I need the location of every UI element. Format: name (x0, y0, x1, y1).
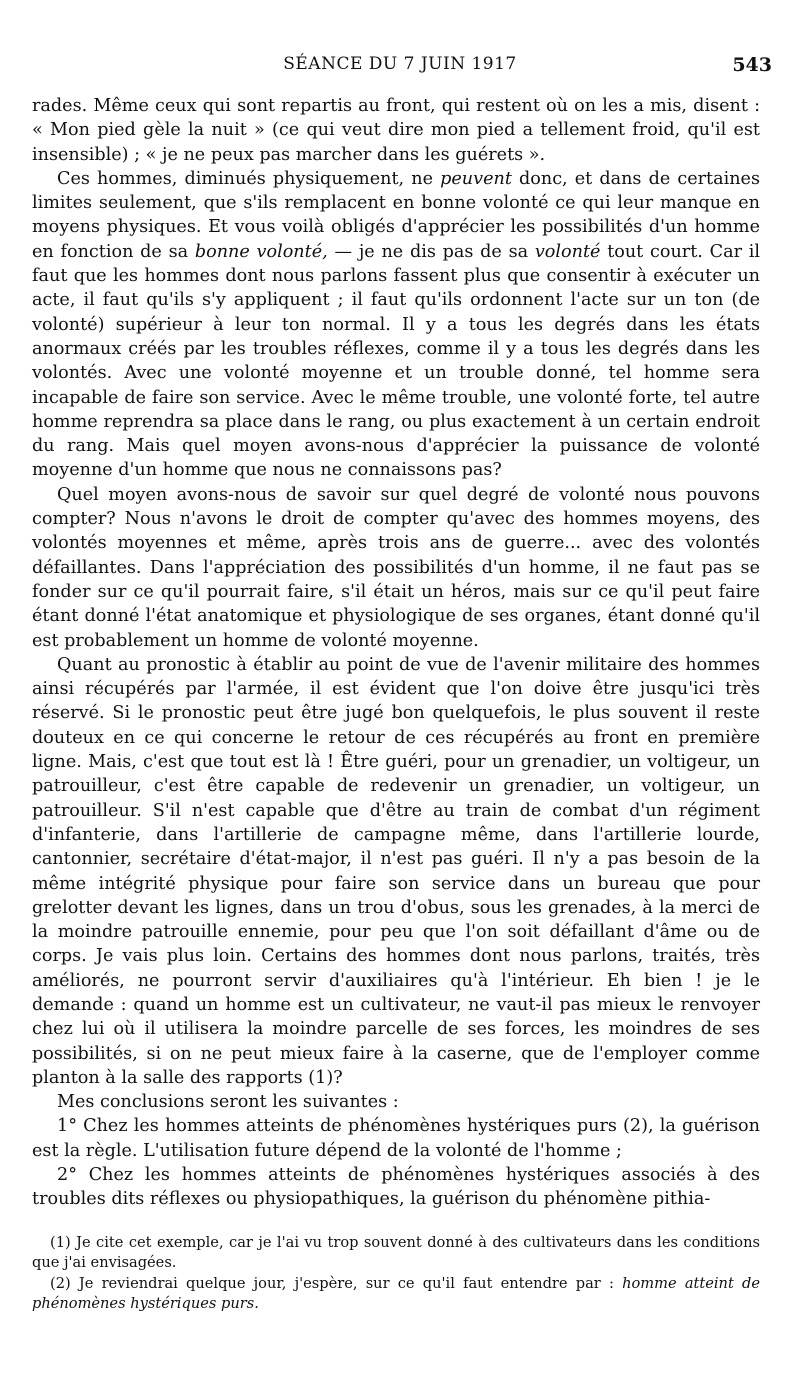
paragraph (32, 483, 760, 653)
text-run: (1) Je cite cet exemple, car je l'ai vu trop souvent donné à des cultivateurs dans les conditions que j'ai envisagées. (32, 1234, 760, 1271)
text-run: Quant au pronostic à établir au point de vue de l'avenir militaire des hommes ainsi récupérés par l'armée, il est évident que l'on doive être jusqu'ici très réservé. Si le pronostic peut être jugé bon quelquefois, le plus souvent il reste douteux en ce qui concerne le retour de ces récupérés au front en première ligne. Mais, c'est que tout est là ! Être guéri, pour un grenadier, un voltigeur, un patrouilleur, c'est être capable de redevenir un grenadier, un voltigeur, un patrouilleur. S'il n'est capable que d'être au train de combat d'un régiment d'infanterie, dans l'artillerie de campagne même, dans l'artillerie lourde, cantonnier, secrétaire d'état-major, il n'est pas guéri. Il n'y a pas besoin de la même intégrité physique pour faire son service dans un bureau que pour grelotter devant les lignes, dans un trou d'obus, sous les grenades, à la merci de la moindre patrouille ennemie, pour peu que l'on soit défaillant d'âme ou de corps. Je vais plus loin. Certains des hommes dont nous parlons, traités, très améliorés, ne pourront servir d'auxiliaires qu'à l'intérieur. Eh bien ! je le demande : quand un homme est un cultivateur, ne vaut-il pas mieux le renvoyer chez lui où il utilisera la moindre parcelle de ses forces, les moindres de ses possibilités, si on ne peut mieux faire à la caserne, que de l'employer comme planton à la salle des rapports (1)? (32, 654, 760, 1088)
text-run: 1° Chez les hommes atteints de phénomènes hystériques purs (2), la guérison est la règle. L'utilisation future dépend de la volonté de l'homme ; (32, 1116, 760, 1161)
text-run: Quel moyen avons-nous de savoir sur quel degré de volonté nous pouvons compter? Nous n'avons le droit de compter qu'avec des hommes moyens, des volontés moyennes et même, après trois ans de guerre... avec des volontés défaillantes. Dans l'appréciation des possibilités d'un homme, il ne faut pas se fonder sur ce qu'il pourrait faire, s'il était un héros, mais sur ce qu'il peut faire étant donné l'état anatomique et physiologique de ses organes, étant donné qu'il est probablement un homme de volonté moyenne. (32, 484, 760, 651)
italic-text: bonne volonté, (194, 241, 328, 262)
footnote (32, 1233, 760, 1272)
paragraph (32, 1090, 760, 1114)
page-number: 543 (732, 54, 772, 76)
paragraph (32, 1163, 760, 1212)
text-run: donc, et dans de certaines limites seulement, que s'ils remplacent en bonne volonté ce qui leur manque en moyens physiques. Et vous voilà obligés d'apprécier les possibilités d'un homme en fonction de sa (32, 168, 760, 262)
paragraph (32, 653, 760, 1090)
text-run: 2° Chez les hommes atteints de phénomènes hystériques associés à des troubles dits réflexes ou physiopathiques, la guérison du phénomène pithia- (32, 1165, 760, 1210)
text-run: tout court. Car il faut que les hommes dont nous parlons fassent plus que consentir à exécuter un acte, il faut qu'ils s'y appliquent ; il faut qu'ils ordonnent l'acte sur un ton (de volonté) supérieur à leur ton normal. Il y a tous les degrés dans les états anormaux créés par les troubles réflexes, comme il y a tous les degrés dans les volontés. Avec une volonté moyenne et un trouble donné, tel homme sera incapable de faire son service. Avec le même trouble, une volonté forte, tel autre homme reprendra sa place dans le rang, ou plus exactement à un certain endroit du rang. Mais quel moyen avons-nous d'apprécier la puissance de volonté moyenne d'un homme que nous ne connaissons pas? (32, 241, 760, 481)
text-run: Ces hommes, diminués physiquement, ne (57, 168, 441, 189)
text-run: Mes conclusions seront les suivantes : (57, 1092, 399, 1113)
italic-text: homme atteint de phénomènes hystériques purs. (32, 1275, 760, 1312)
footnote (32, 1274, 760, 1313)
running-header (0, 54, 800, 84)
italic-text: peuvent (440, 168, 512, 189)
text-run: rades. Même ceux qui sont repartis au front, qui restent où on les a mis, disent : « Mon pied gèle la nuit » (ce qui veut dire mon pied a tellement froid, qu'il est insensible) ; « je ne peux pas marcher dans les guérets ». (32, 96, 760, 165)
text-run: (2) Je reviendrai quelque jour, j'espère, sur ce qu'il faut entendre par : (50, 1275, 623, 1292)
text-run: — je ne dis pas de sa (327, 241, 535, 262)
running-title: SÉANCE DU 7 JUIN 1917 (283, 54, 517, 74)
paragraph (32, 167, 760, 483)
body-text (32, 94, 760, 1212)
paragraph (32, 94, 760, 167)
paragraph (32, 1114, 760, 1163)
italic-text: volonté (534, 241, 601, 262)
footnotes (32, 1233, 760, 1315)
